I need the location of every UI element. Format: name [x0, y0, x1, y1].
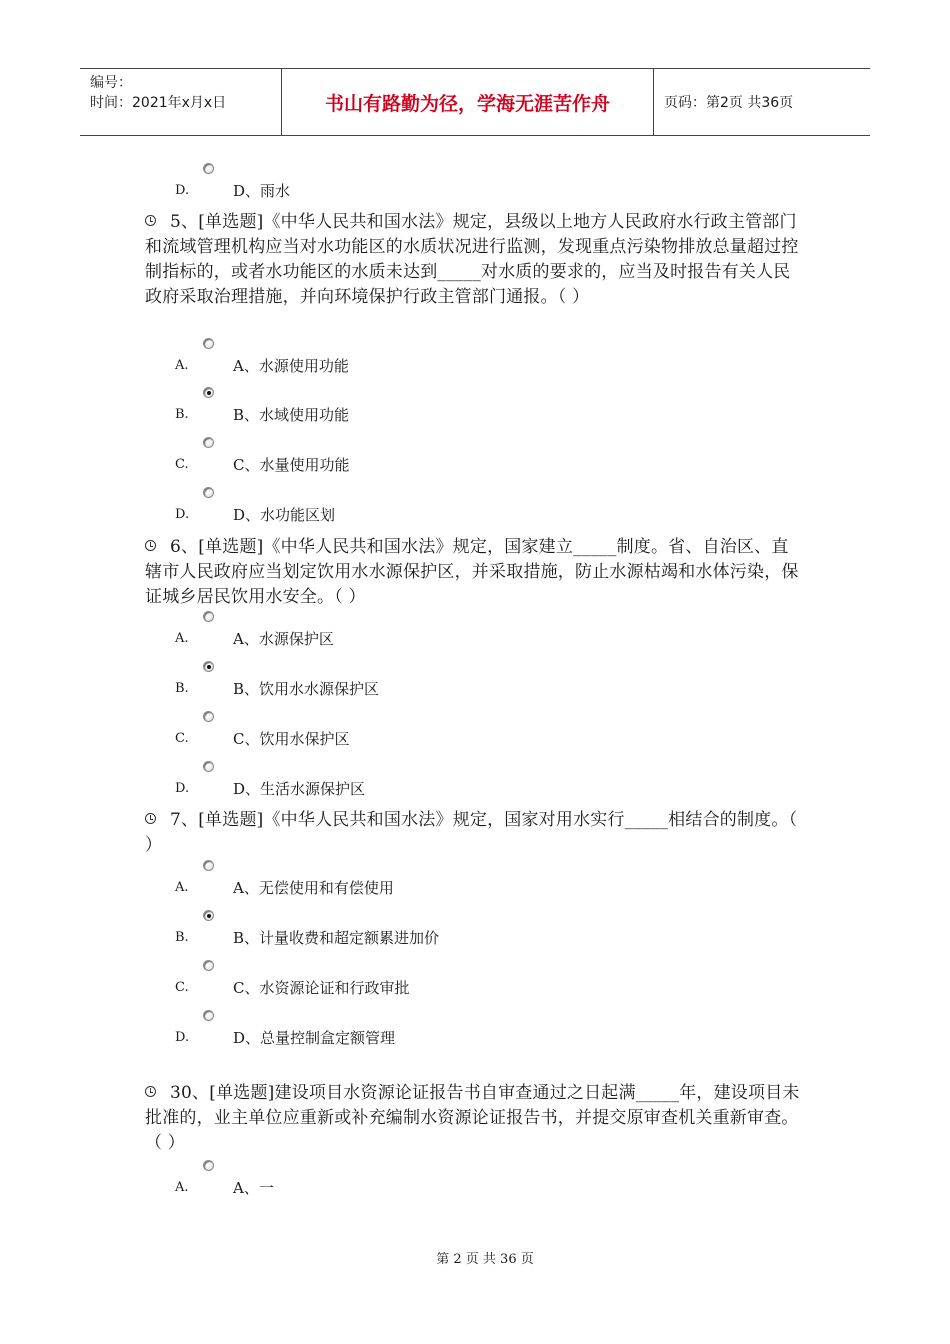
question-30 — [145, 1081, 805, 1156]
radio-button[interactable] — [203, 1160, 214, 1171]
option-text: A、无偿使用和有偿使用 — [233, 879, 394, 897]
option-letter: D. — [175, 183, 190, 198]
header-meta — [80, 69, 281, 135]
option-letter: C. — [175, 980, 189, 995]
radio-button[interactable] — [203, 711, 214, 722]
option-text: D、雨水 — [233, 182, 291, 200]
option-text: D、水功能区划 — [233, 506, 336, 524]
radio-button-selected[interactable] — [203, 910, 214, 921]
option-row[interactable] — [0, 387, 950, 437]
clock-icon — [145, 1086, 156, 1097]
option-row[interactable] — [0, 611, 950, 661]
option-text: B、水域使用功能 — [233, 406, 350, 424]
clock-icon — [145, 540, 156, 551]
option-row[interactable] — [0, 910, 950, 960]
question-text: 30、[单选题]建设项目水资源论证报告书自审查通过之日起满_____年，建设项目未批准的，业主单位应重新或补充编制水资源论证报告书，并提交原审查机关重新审查。（ ） — [145, 1083, 800, 1153]
option-text: A、水源使用功能 — [233, 357, 349, 375]
page-footer — [0, 1248, 950, 1267]
time-label: 时间：2021年x月x日 — [90, 95, 227, 111]
option-text: A、水源保护区 — [233, 630, 334, 648]
option-row[interactable] — [0, 661, 950, 711]
option-row[interactable] — [0, 437, 950, 487]
header-motto: 书山有路勤为径，学海无涯苦作舟 — [281, 69, 654, 135]
option-letter: D. — [175, 781, 190, 796]
radio-button[interactable] — [203, 1010, 214, 1021]
header-page-info: 页码：第2页 共36页 — [664, 95, 794, 111]
option-letter: B. — [175, 681, 189, 696]
option-letter: B. — [175, 407, 189, 422]
option-row[interactable] — [0, 1160, 950, 1210]
option-row[interactable] — [0, 163, 950, 213]
question-7 — [145, 808, 805, 858]
option-text: A、一 — [233, 1179, 274, 1197]
option-letter: C. — [175, 457, 189, 472]
radio-button[interactable] — [203, 761, 214, 772]
question-text: 6、[单选题]《中华人民共和国水法》规定，国家建立_____制度。省、自治区、直辖市人民政府应当划定饮用水水源保护区，并采取措施，防止水源枯竭和水体污染，保证城乡居民饮用水安全。（ ） — [145, 537, 799, 607]
option-letter: C. — [175, 731, 189, 746]
radio-button[interactable] — [203, 860, 214, 871]
radio-button[interactable] — [203, 163, 214, 174]
question-5 — [145, 210, 805, 310]
option-text: D、生活水源保护区 — [233, 780, 366, 798]
option-letter: A. — [175, 631, 189, 646]
option-row[interactable] — [0, 1010, 950, 1060]
clock-icon — [145, 813, 156, 824]
option-row[interactable] — [0, 487, 950, 537]
question-text: 5、[单选题]《中华人民共和国水法》规定，县级以上地方人民政府水行政主管部门和流域管理机构应当对水功能区的水质状况进行监测，发现重点污染物排放总量超过控制指标的，或者水功能区的水质未达到_____对水质的要求的，应当及时报告有关人民政府采取治理措施，并向环境保护行政主管部门通报。（ ） — [145, 212, 799, 307]
option-row[interactable] — [0, 711, 950, 761]
radio-button-selected[interactable] — [203, 661, 214, 672]
option-letter: D. — [175, 507, 190, 522]
option-text: C、饮用水保护区 — [233, 730, 350, 748]
option-text: B、计量收费和超定额累进加价 — [233, 929, 440, 947]
radio-button[interactable] — [203, 611, 214, 622]
radio-button[interactable] — [203, 960, 214, 971]
radio-button-selected[interactable] — [203, 387, 214, 398]
option-letter: A. — [175, 880, 189, 895]
option-text: C、水资源论证和行政审批 — [233, 979, 410, 997]
option-row[interactable] — [0, 761, 950, 811]
radio-button[interactable] — [203, 437, 214, 448]
radio-button[interactable] — [203, 487, 214, 498]
option-row[interactable] — [0, 960, 950, 1010]
option-text: B、饮用水水源保护区 — [233, 680, 380, 698]
serial-label: 编号： — [90, 75, 132, 91]
footer-page-number: 第 2 页 共 36 页 — [436, 1252, 534, 1267]
clock-icon — [145, 215, 156, 226]
option-row[interactable] — [0, 338, 950, 388]
question-text: 7、[单选题]《中华人民共和国水法》规定，国家对用水实行_____相结合的制度。（ ） — [145, 810, 798, 855]
option-letter: A. — [175, 1180, 189, 1195]
option-text: C、水量使用功能 — [233, 456, 350, 474]
option-letter: B. — [175, 930, 189, 945]
radio-button[interactable] — [203, 338, 214, 349]
question-6 — [145, 535, 805, 610]
option-text: D、总量控制盒定额管理 — [233, 1029, 396, 1047]
page-header — [80, 68, 870, 136]
option-letter: D. — [175, 1030, 190, 1045]
option-row[interactable] — [0, 860, 950, 910]
option-letter: A. — [175, 358, 189, 373]
